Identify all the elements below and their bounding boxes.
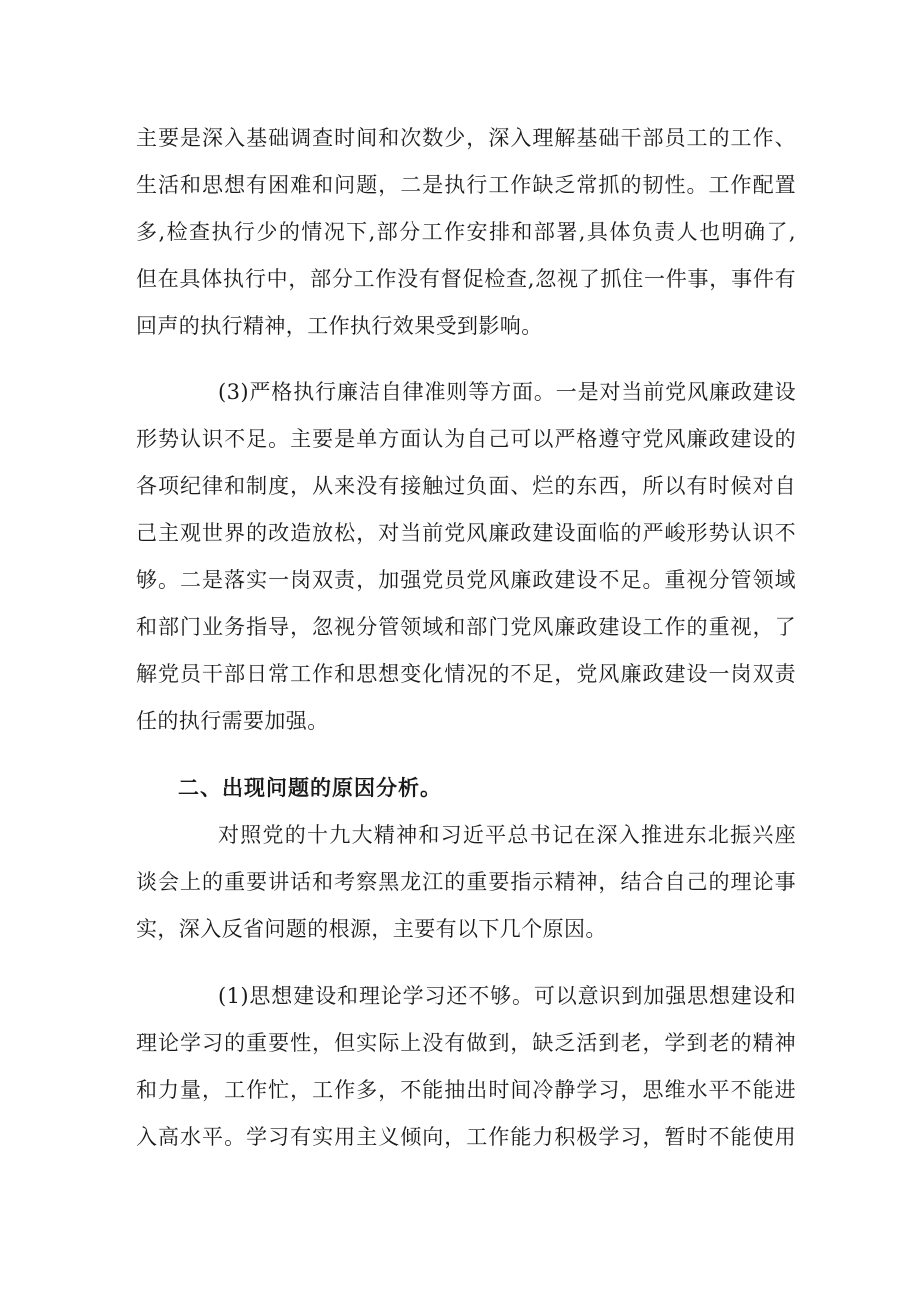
- paragraph-3-line-1: 对照党的十九大精神和习近平总书记在深入推进东北振兴座: [218, 823, 796, 847]
- paragraph-1-line-4: 但在具体执行中，部分工作没有督促检查,忽视了抓住一件事，事件有: [136, 267, 796, 291]
- paragraph-2-line-8: 任的执行需要加强。: [136, 709, 329, 733]
- paragraph-4-line-1: (1)思想建设和理论学习还不够。可以意识到加强思想建设和: [218, 984, 796, 1008]
- paragraph-1-line-3: 多,检查执行少的情况下,部分工作安排和部署,具体负责人也明确了,: [136, 220, 796, 244]
- paragraph-1-line-1: 主要是深入基础调查时间和次数少，深入理解基础干部员工的工作、: [136, 126, 796, 150]
- paragraph-2-line-5: 够。二是落实一岗双责，加强党员党风廉政建设不足。重视分管领域: [136, 568, 796, 592]
- paragraph-2-line-4: 己主观世界的改造放松，对当前党风廉政建设面临的严峻形势认识不: [136, 521, 796, 545]
- paragraph-2-line-7: 解党员干部日常工作和思想变化情况的不足，党风廉政建设一岗双责: [136, 662, 796, 686]
- paragraph-2-line-6: 和部门业务指导，忽视分管领域和部门党风廉政建设工作的重视，了: [136, 615, 796, 639]
- paragraph-3-line-3: 实，深入反省问题的根源，主要有以下几个原因。: [136, 917, 607, 941]
- paragraph-1-line-5: 回声的执行精神，工作执行效果受到影响。: [136, 314, 543, 338]
- paragraph-4-line-2: 理论学习的重要性，但实际上没有做到，缺乏活到老，学到老的精神: [136, 1031, 796, 1055]
- paragraph-3-line-2: 谈会上的重要讲话和考察黑龙江的重要指示精神，结合自己的理论事: [136, 870, 796, 894]
- paragraph-1-line-2: 生活和思想有困难和问题，二是执行工作缺乏常抓的韧性。工作配置: [136, 173, 796, 197]
- paragraph-4-line-4: 入高水平。学习有实用主义倾向，工作能力积极学习，暂时不能使用: [136, 1125, 796, 1149]
- paragraph-2-line-3: 各项纪律和制度，从来没有接触过负面、烂的东西，所以有时候对自: [136, 474, 796, 498]
- paragraph-2-line-1: (3)严格执行廉洁自律准则等方面。一是对当前党风廉政建设: [218, 380, 796, 404]
- section-heading: 二、出现问题的原因分析。: [178, 776, 442, 800]
- paragraph-2-line-2: 形势认识不足。主要是单方面认为自己可以严格遵守党风廉政建设的: [136, 427, 796, 451]
- paragraph-4-line-3: 和力量，工作忙，工作多，不能抽出时间冷静学习，思维水平不能进: [136, 1078, 796, 1102]
